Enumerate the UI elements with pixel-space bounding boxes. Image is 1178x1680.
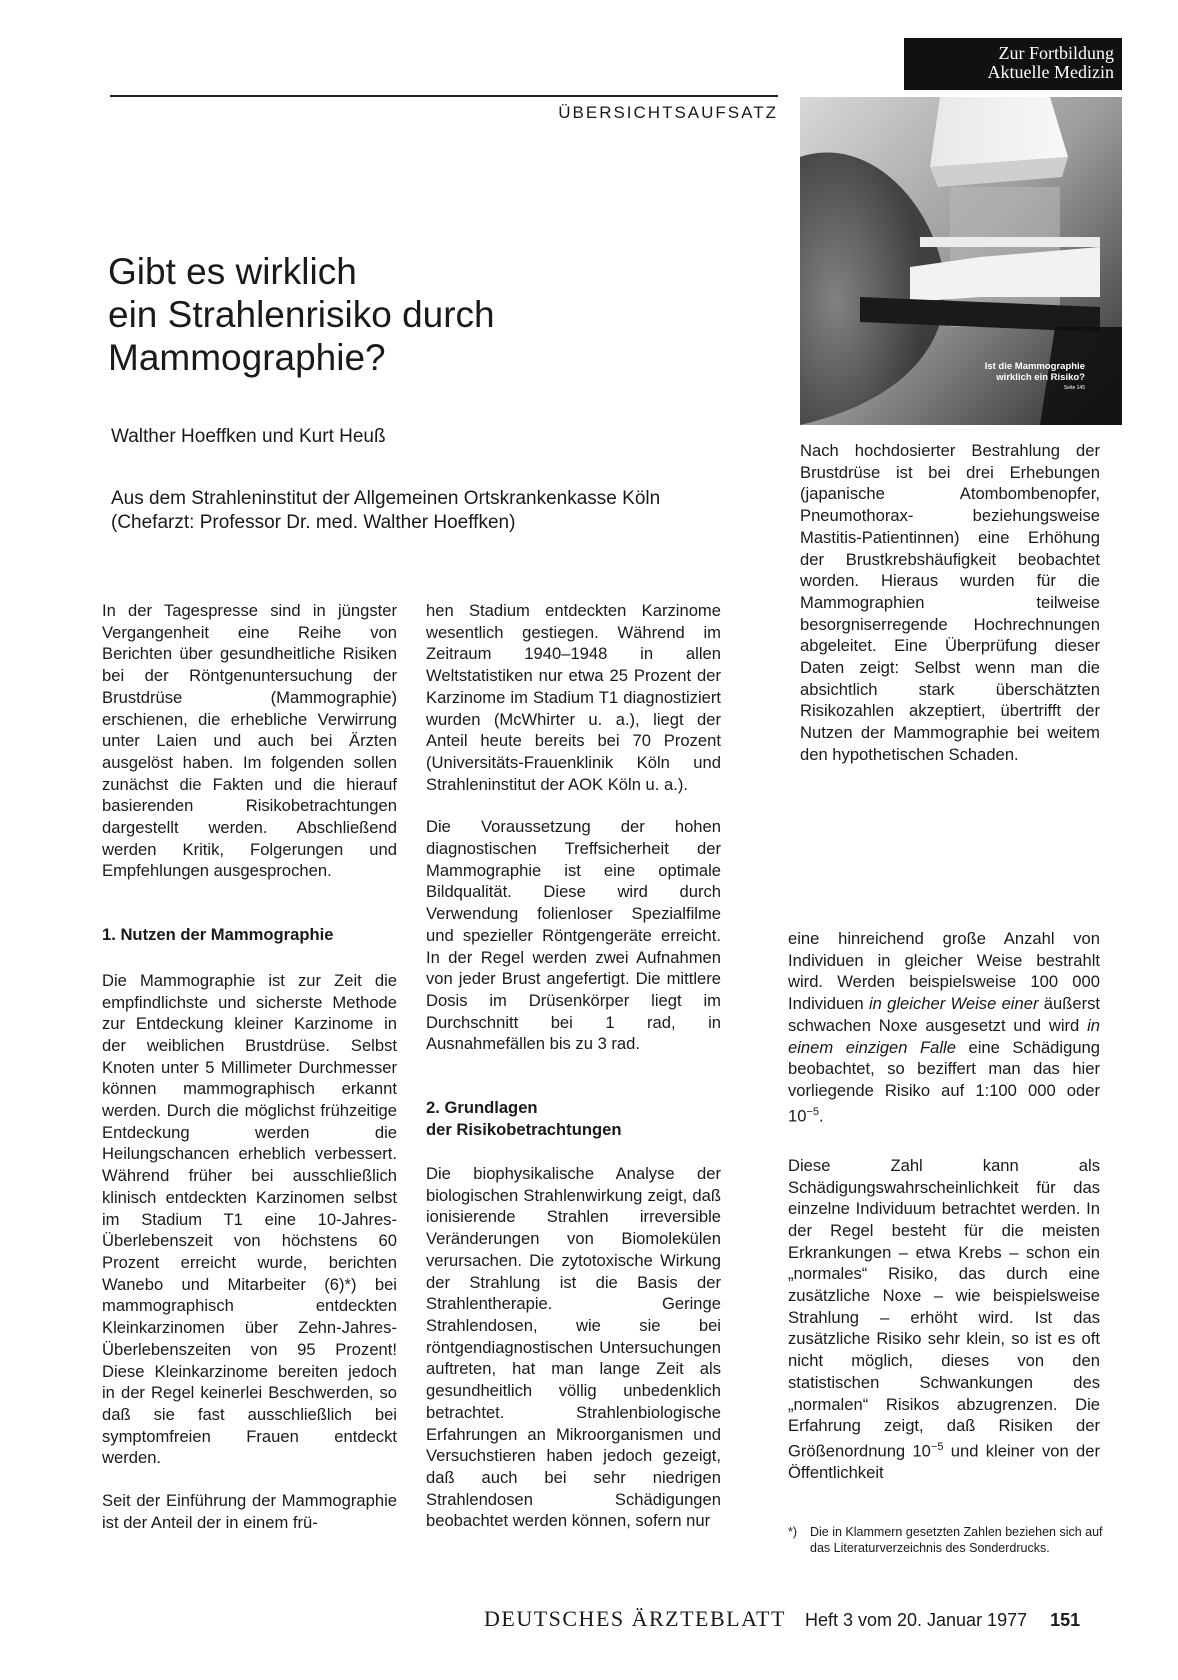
column-3 [788,928,1100,1505]
title-line-1: Gibt es wirklich [108,251,357,292]
p2-italic-2: in einem einzigen Falle [788,1015,1100,1057]
intro-paragraph: In der Tagespresse sind in jüngster Vergangenheit eine Reihe von Berichten über gesundheitliche Risiken bei der Röntgenuntersuchung der Brustdrüse (Mammographie) erschienen, die erhebliche Verwirrung unter Laien und auch bei Ärzten ausgelöst haben. Im folgenden sollen zunächst die Fakten und die hierauf basierenden Risikobetrachtungen dargestellt werden. Abschließend werden Kritik, Folgerungen und Empfehlungen ausgesprochen. [102,601,397,881]
header-rule [110,95,778,97]
photo-caption-3: Seite 145 [1063,385,1085,391]
section-2-heading-line-1: 2. Grundlagen [426,1098,538,1118]
section-2-paragraph-3 [788,1155,1100,1484]
abstract-box [800,440,1100,787]
p2-text-a: eine hinreichend große Anzahl von Individuen in gleicher Weise bestrahlt wird. Werden beispielsweise 100 000 Individuen [788,929,1100,1014]
issue-info: Heft 3 vom 20. Januar 1977 [804,1610,1028,1630]
p2-exponent: −5 [806,1105,820,1118]
authors: Walther Hoeffken und Kurt Heuß [111,426,386,447]
photo-graphic [800,97,1122,425]
section-1-paragraph-1: Die Mammographie ist zur Zeit die empfindlichste und sicherste Methode zur Entdeckung kleiner Karzinome in der weiblichen Brustdrüse. Selbst Knoten unter 5 Millimeter Durchmesser können mammographisch erkannt werden. Durch die möglichst frühzeitige Entdeckung werden die Heilungschancen erheblich verbessert. Während früher bei ausschließlich klinisch entdeckten Karzinomen selbst im Stadium T1 eine 10-Jahres-Überlebenszeit von höchstens 60 Prozent erreicht wurde, berichten Wanebo und Mitarbeiter (6)*) bei mammographisch entdeckten Kleinkarzinomen über Zehn-Jahres-Überlebenszeiten von 95 Prozent! Diese Kleinkarzinome bereiten jedoch in der Regel keinerlei Beschwerden, so daß sie fast ausschließlich bei symptomfreien Frauen entdeckt werden. [102,970,397,1468]
column-1 [102,600,397,1554]
section-2-paragraph-2 [788,928,1100,1127]
p2-text-d: . [819,1106,824,1126]
p2-italic-1: in gleicher Weise einer [868,994,1039,1014]
p2-text-b: äußerst schwachen Noxe ausgesetzt und wird [788,994,1101,1035]
title-line-2: ein Strahlenrisiko durch [108,294,495,335]
section-2-paragraph-1: Die biophysikalische Analyse der biologischen Strahlenwirkung zeigt, daß ionisierende Strahlen irreversible Veränderungen von Biomolekülen verursachen. Die zytotoxische Wirkung der Strahlung ist die Basis der Strahlentherapie. Geringe Strahlendosen, wie sie bei röntgendiagnostischen Untersuchungen auftreten, hat man lange Zeit als gesundheitlich völlig unbedenklich betrachtet. Strahlenbiologische Erfahrungen an Mikroorganismen und Versuchstieren haben jedoch gezeigt, daß auch bei sehr niedrigen Strahlendosen Schädigungen beobachtet werden können, sofern nur [426,1164,721,1531]
section-1-heading: 1. Nutzen der Mammographie [102,925,334,945]
journal-name: DEUTSCHES ÄRZTEBLATT [484,1606,786,1631]
section-1-paragraph-4: Die Voraussetzung der hohen diagnostischen Treffsicherheit der Mammographie ist eine optimale Bildqualität. Diese wird durch Verwendung folienloser Spezialfilme und spezieller Röntgengeräte erreicht. In der Regel werden zwei Aufnahmen von jeder Brust angefertigt. Die mittlere Dosis im Drüsenkörper liegt im Durchschnitt bei 1 rad, in Ausnahmefällen bis zu 3 rad. [426,817,721,1054]
page-number: 151 [1050,1610,1081,1630]
institution-line-1: Aus dem Strahleninstitut der Allgemeinen Ortskrankenkasse Köln [111,488,661,509]
photo-caption-1: Ist die Mammographie [984,361,1085,372]
mammography-photo [800,97,1122,425]
section-2-heading-line-2: der Risikobetrachtungen [426,1120,622,1140]
article-title [108,250,688,379]
footnote-text: Die in Klammern gesetzten Zahlen beziehen sich auf das Literaturverzeichnis des Sonderdrucks. [810,1525,1103,1555]
footnote-mark: *) [788,1525,798,1539]
photo-caption-2: wirklich ein Risiko? [996,372,1085,383]
badge-line-2: Aktuelle Medizin [987,62,1114,82]
abstract-paragraph: Nach hochdosierter Bestrahlung der Brustdrüse ist bei drei Erhebungen (japanische Atombombenopfer, Pneumothorax- beziehungsweise Mastitis-Patientinnen) eine Erhöhung der Brustkrebshäufigkeit beobachtet worden. Hieraus wurden für die Mammographien teilweise besorgniserregende Hochrechnungen abgeleitet. Eine Überprüfung dieser Daten zeigt: Selbst wenn man die absichtlich stark überschätzten Risikozahlen akzeptiert, übertrifft der Nutzen der Mammographie bei weitem den hypothetischen Schaden. [800,441,1100,764]
institution [111,487,791,535]
section-1-paragraph-2: Seit der Einführung der Mammographie ist der Anteil der in einem frü- [102,1491,397,1532]
p3-text-a: Diese Zahl kann als Schädigungswahrscheinlichkeit für das einzelne Individuum betrachtet werden. In der Regel besteht für die meisten Erkrankungen – etwa Krebs – schon ein „normales“ Risiko, das durch eine zusätzliche Noxe – wie beispielsweise Strahlung – erhöht wird. Ist das zusätzliche Risiko sehr klein, so ist es oft nicht möglich, dieses von den statistischen Schwankungen des „normalen“ Risikos abzugrenzen. Die Erfahrung zeigt, daß Risiken der Größenordnung 10 [788,1155,1100,1461]
institution-line-2: (Chefarzt: Professor Dr. med. Walther Hoeffken) [111,512,516,533]
page-footer [484,1606,1104,1632]
title-line-3: Mammographie? [108,337,386,378]
footnote [788,1524,1108,1556]
section-badge [904,38,1122,90]
article-type: ÜBERSICHTSAUFSATZ [558,103,778,122]
p3-exponent: −5 [930,1441,944,1453]
section-2-heading [426,1097,721,1141]
p2-text-c: eine Schädigung beobachtet, so beziffert man das hier vorliegende Risiko auf 1:100 000 oder 10 [788,1037,1101,1126]
badge-line-1: Zur Fortbildung [998,43,1114,63]
p3-text-b: und kleiner von der Öffentlichkeit [788,1441,1100,1483]
column-2 [426,600,721,1553]
section-1-paragraph-3: hen Stadium entdeckten Karzinome wesentlich gestiegen. Während im Zeitraum 1940–1948 in allen Weltstatistiken nur etwa 25 Prozent der Karzinome im Stadium T1 diagnostiziert wurden (McWhirter u. a.), liegt der Anteil heute bereits bei 70 Prozent (Universitäts-Frauenklinik Köln und Strahleninstitut der AOK Köln u. a.). [426,601,721,794]
